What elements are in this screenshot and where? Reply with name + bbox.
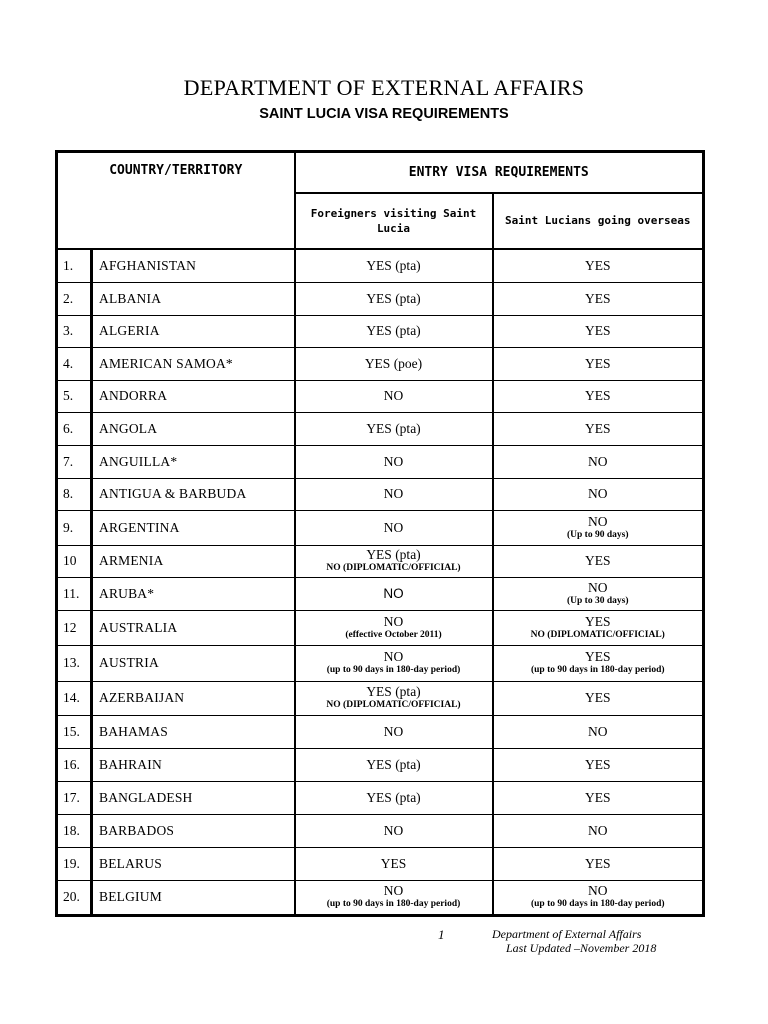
foreigners-requirement-value: YES (pta) (366, 756, 421, 772)
foreigners-requirement (295, 681, 493, 715)
table-row (57, 748, 704, 781)
row-number: 12 (57, 610, 92, 645)
table-row (57, 610, 704, 645)
row-number: 2. (57, 282, 92, 315)
row-number: 10 (57, 545, 92, 577)
foreigners-requirement-value: NO (383, 453, 404, 469)
table-row (57, 681, 704, 715)
foreigners-requirement (295, 445, 493, 478)
saint-lucians-requirement (493, 315, 704, 347)
foreigners-requirement (295, 347, 493, 380)
saint-lucians-requirement (493, 610, 704, 645)
country-name: ANDORRA (92, 380, 295, 412)
country-name: ALBANIA (92, 282, 295, 315)
foreigners-requirement-note: (effective October 2011) (345, 629, 442, 640)
saint-lucians-requirement-value: YES (585, 553, 611, 568)
foreigners-requirement (295, 645, 493, 681)
saint-lucians-requirement (493, 249, 704, 282)
saint-lucians-requirement-value: NO (588, 723, 608, 739)
foreigners-requirement (295, 478, 493, 510)
country-name: AFGHANISTAN (92, 249, 295, 282)
saint-lucians-requirement (493, 880, 704, 915)
country-name: BANGLADESH (92, 781, 295, 814)
table-row (57, 545, 704, 577)
foreigners-requirement-note: (up to 90 days in 180-day period) (326, 899, 461, 909)
table-row (57, 478, 704, 510)
foreigners-requirement (295, 880, 493, 915)
saint-lucians-requirement (493, 681, 704, 715)
foreigners-requirement-value: NO (383, 613, 404, 629)
foreigners-requirement-value: YES (380, 855, 407, 871)
foreigners-requirement (295, 577, 493, 610)
page-subtitle: SAINT LUCIA VISA REQUIREMENTS (259, 106, 509, 122)
foreigners-requirement-note: NO (DIPLOMATIC/OFFICIAL) (326, 563, 461, 573)
footer-department: Department of External Affairs (492, 927, 642, 941)
saint-lucians-requirement-value: YES (585, 323, 611, 338)
saint-lucians-requirement (493, 445, 704, 478)
row-number: 19. (57, 847, 92, 880)
country-name: BAHRAIN (92, 748, 295, 781)
saint-lucians-requirement (493, 847, 704, 880)
foreigners-requirement-value: NO (383, 585, 404, 601)
saint-lucians-requirement-value: YES (585, 855, 611, 871)
foreigners-requirement-value: NO (383, 822, 404, 838)
saint-lucians-requirement-value: NO (588, 579, 608, 595)
saint-lucians-requirement-value: YES (585, 290, 611, 306)
saint-lucians-requirement-note: (up to 90 days in 180-day period) (530, 665, 665, 675)
saint-lucians-requirement (493, 814, 704, 847)
country-name: AMERICAN SAMOA* (92, 347, 295, 380)
header-foreigners: Foreigners visiting Saint Lucia (295, 193, 493, 249)
row-number: 4. (57, 347, 92, 380)
foreigners-requirement-value: YES (pta) (366, 684, 421, 699)
row-number: 16. (57, 748, 92, 781)
foreigners-requirement (295, 715, 493, 748)
table-row (57, 645, 704, 681)
country-name: BAHAMAS (92, 715, 295, 748)
row-number: 14. (57, 681, 92, 715)
page-title: DEPARTMENT OF EXTERNAL AFFAIRS (183, 75, 585, 100)
row-number: 6. (57, 412, 92, 445)
row-number: 11. (57, 577, 92, 610)
saint-lucians-requirement-value: YES (585, 649, 611, 664)
table-header (57, 152, 704, 250)
saint-lucians-requirement (493, 510, 704, 545)
row-number: 13. (57, 645, 92, 681)
table-row (57, 847, 704, 880)
saint-lucians-requirement-value: YES (585, 257, 611, 273)
foreigners-requirement (295, 814, 493, 847)
foreigners-requirement (295, 847, 493, 880)
header-entry-visa: ENTRY VISA REQUIREMENTS (295, 152, 704, 193)
table-row (57, 715, 704, 748)
saint-lucians-requirement-value: NO (588, 883, 608, 898)
foreigners-requirement-value: YES (pta) (366, 257, 421, 273)
foreigners-requirement (295, 249, 493, 282)
table-row (57, 577, 704, 610)
saint-lucians-requirement (493, 412, 704, 445)
saint-lucians-requirement-value: YES (585, 756, 611, 772)
header-country: COUNTRY/TERRITORY (57, 152, 295, 250)
saint-lucians-requirement-value: NO (588, 822, 608, 838)
table-row (57, 282, 704, 315)
row-number: 3. (57, 315, 92, 347)
table-row (57, 412, 704, 445)
page-number: 1 (438, 927, 445, 942)
country-name: ALGERIA (92, 315, 295, 347)
table-row (57, 880, 704, 915)
country-name: ANTIGUA & BARBUDA (92, 478, 295, 510)
table-row (57, 781, 704, 814)
footer-last-updated: Last Updated –November 2018 (506, 941, 657, 955)
saint-lucians-requirement (493, 347, 704, 380)
foreigners-requirement (295, 510, 493, 545)
saint-lucians-requirement (493, 715, 704, 748)
table-row (57, 249, 704, 282)
foreigners-requirement-value: YES (pta) (366, 789, 421, 805)
saint-lucians-requirement (493, 282, 704, 315)
saint-lucians-requirement-value: YES (585, 420, 611, 436)
table-row (57, 445, 704, 478)
foreigners-requirement-value: NO (383, 883, 404, 898)
row-number: 7. (57, 445, 92, 478)
foreigners-requirement-value: NO (383, 649, 404, 664)
saint-lucians-requirement-value: YES (585, 613, 611, 629)
saint-lucians-requirement-note: NO (DIPLOMATIC/OFFICIAL) (530, 629, 665, 640)
foreigners-requirement (295, 610, 493, 645)
foreigners-requirement-value: YES (poe) (364, 355, 423, 371)
table-row (57, 315, 704, 347)
table-row (57, 814, 704, 847)
table-row (57, 380, 704, 412)
foreigners-requirement-value: NO (383, 519, 404, 535)
saint-lucians-requirement-value: NO (588, 513, 608, 529)
saint-lucians-requirement-note: (up to 90 days in 180-day period) (530, 899, 665, 909)
row-number: 15. (57, 715, 92, 748)
foreigners-requirement (295, 380, 493, 412)
foreigners-requirement (295, 282, 493, 315)
foreigners-requirement-note: (up to 90 days in 180-day period) (326, 665, 461, 675)
saint-lucians-requirement-value: YES (585, 789, 611, 805)
country-name: AZERBAIJAN (92, 681, 295, 715)
saint-lucians-requirement (493, 781, 704, 814)
foreigners-requirement (295, 545, 493, 577)
foreigners-requirement-value: YES (pta) (366, 323, 421, 338)
foreigners-requirement-value: NO (383, 723, 404, 739)
table-row (57, 510, 704, 545)
country-name: BELARUS (92, 847, 295, 880)
country-name: BARBADOS (92, 814, 295, 847)
row-number: 1. (57, 249, 92, 282)
foreigners-requirement-value: YES (pta) (366, 290, 421, 306)
saint-lucians-requirement-value: NO (588, 486, 608, 501)
foreigners-requirement (295, 781, 493, 814)
row-number: 8. (57, 478, 92, 510)
country-name: ANGUILLA* (92, 445, 295, 478)
table-body (57, 249, 704, 915)
saint-lucians-requirement (493, 577, 704, 610)
header-saint-lucians: Saint Lucians going overseas (493, 193, 704, 249)
saint-lucians-requirement-value: YES (585, 690, 611, 705)
country-name: BELGIUM (92, 880, 295, 915)
foreigners-requirement (295, 748, 493, 781)
visa-table (55, 150, 705, 917)
saint-lucians-requirement (493, 545, 704, 577)
saint-lucians-requirement-note: (Up to 30 days) (567, 595, 629, 606)
foreigners-requirement-value: YES (pta) (366, 547, 421, 562)
foreigners-requirement (295, 315, 493, 347)
foreigners-requirement-value: YES (pta) (366, 420, 421, 436)
row-number: 17. (57, 781, 92, 814)
country-name: ARMENIA (92, 545, 295, 577)
foreigners-requirement (295, 412, 493, 445)
country-name: ARUBA* (92, 577, 295, 610)
saint-lucians-requirement-value: YES (585, 355, 611, 371)
row-number: 5. (57, 380, 92, 412)
table-row (57, 347, 704, 380)
row-number: 18. (57, 814, 92, 847)
saint-lucians-requirement (493, 478, 704, 510)
country-name: AUSTRIA (92, 645, 295, 681)
foreigners-requirement-value: NO (383, 388, 404, 403)
row-number: 9. (57, 510, 92, 545)
foreigners-requirement-note: NO (DIPLOMATIC/OFFICIAL) (326, 700, 461, 710)
country-name: AUSTRALIA (92, 610, 295, 645)
saint-lucians-requirement (493, 748, 704, 781)
country-name: ARGENTINA (92, 510, 295, 545)
foreigners-requirement-value: NO (383, 486, 404, 501)
saint-lucians-requirement-value: NO (588, 453, 608, 469)
row-number: 20. (57, 880, 92, 915)
saint-lucians-requirement-note: (Up to 90 days) (567, 529, 629, 540)
saint-lucians-requirement-value: YES (585, 388, 611, 403)
country-name: ANGOLA (92, 412, 295, 445)
saint-lucians-requirement (493, 380, 704, 412)
saint-lucians-requirement (493, 645, 704, 681)
